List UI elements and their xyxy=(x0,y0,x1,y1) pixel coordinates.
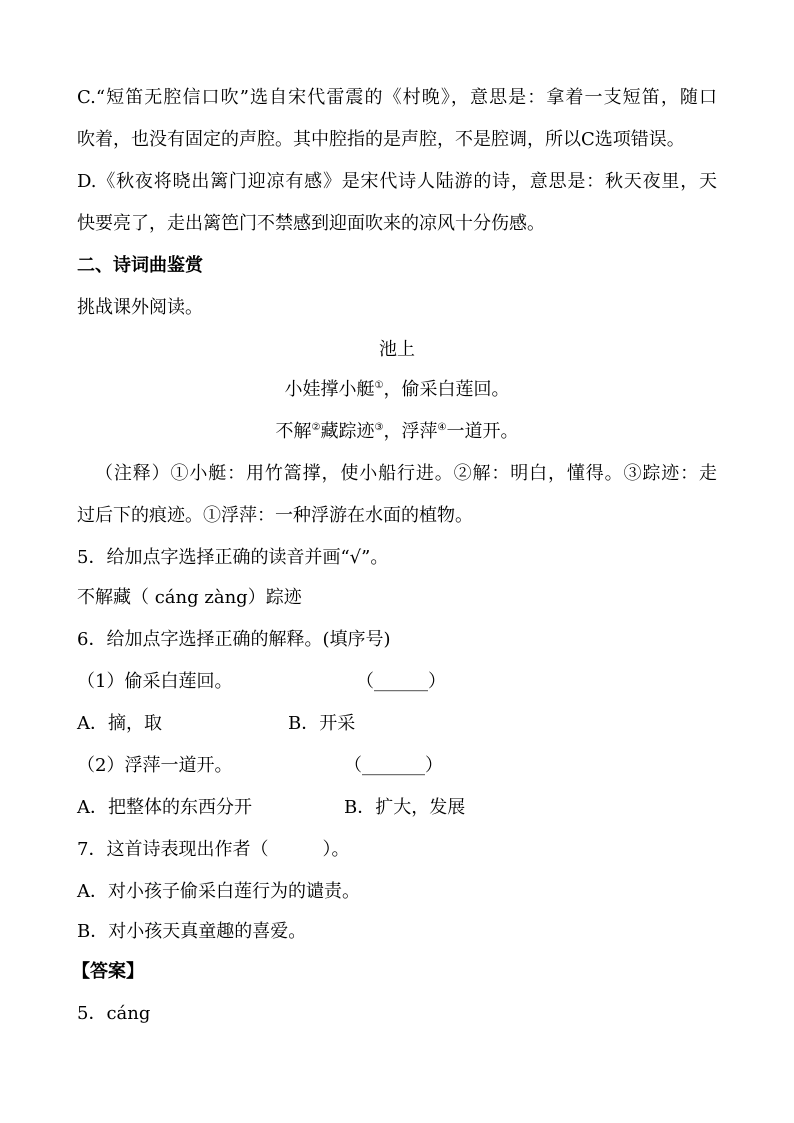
poem-line-1-part-a: 小娃撑小艇 xyxy=(284,379,375,400)
answer-heading: 【答案】 xyxy=(72,961,144,982)
section-intro: 挑战课外阅读。 xyxy=(77,297,203,318)
question-6-2: （2）浮萍一道开。 xyxy=(77,755,233,776)
question-6-2-blank[interactable]: （_______） xyxy=(344,755,443,776)
poem-line-2-part-a: 不解 xyxy=(275,421,312,442)
question-7-option-b: B．对小孩天真童趣的喜爱。 xyxy=(77,921,307,942)
poem-line-2 xyxy=(0,420,794,444)
poem-line-1 xyxy=(0,378,794,402)
answer-5: 5．cáng xyxy=(77,1003,151,1024)
question-6-1-blank[interactable]: （______） xyxy=(356,671,446,692)
poem-line-2-part-d: 一道开。 xyxy=(446,421,519,442)
option-c-line2: 吹着，也没有固定的声腔。其中腔指的是声腔，不是腔调，所以C选项错误。 xyxy=(77,129,685,150)
question-6-1: （1）偷采白莲回。 xyxy=(77,671,233,692)
question-6: 6．给加点字选择正确的解释。(填序号) xyxy=(77,629,391,650)
option-d-line1: D.《秋夜将晓出篱门迎凉有感》是宋代诗人陆游的诗，意思是：秋天夜里，天 xyxy=(77,171,717,192)
section-heading: 二、诗词曲鉴赏 xyxy=(77,255,203,276)
poem-line-2-part-c: ，浮萍 xyxy=(383,421,438,442)
poem-title: 池上 xyxy=(379,339,415,360)
option-c-line1: C.“短笛无腔信口吹”选自宋代雷震的《村晚》，意思是：拿着一支短笛，随口 xyxy=(77,87,717,108)
question-6-2-option-a: A．把整体的东西分开 xyxy=(77,797,252,818)
question-6-1-option-b: B．开采 xyxy=(288,713,356,734)
poem-line-2-part-b: 藏踪迹 xyxy=(320,421,375,442)
poem-line-1-part-b: ，偷采白莲回。 xyxy=(383,379,510,400)
question-5: 5．给加点字选择正确的读音并画“√”。 xyxy=(77,547,389,568)
note-marker-3: ③ xyxy=(374,422,384,433)
question-6-1-option-a: A．摘，取 xyxy=(77,713,162,734)
note-marker-2: ② xyxy=(311,422,321,433)
note-marker-4: ④ xyxy=(437,422,447,433)
question-7: 7．这首诗表现出作者（ ）。 xyxy=(77,839,350,860)
annotation-line-2: 过后下的痕迹。①浮萍：一种浮游在水面的植物。 xyxy=(77,505,473,526)
question-5-item: 不解藏（ cáng zàng）踪迹 xyxy=(77,587,302,608)
option-d-line2: 快要亮了，走出篱笆门不禁感到迎面吹来的凉风十分伤感。 xyxy=(77,213,545,234)
question-6-2-option-b: B．扩大，发展 xyxy=(344,797,466,818)
note-marker-1: ① xyxy=(374,380,384,391)
question-7-option-a: A．对小孩子偷采白莲行为的谴责。 xyxy=(77,881,360,902)
annotation-line-1: （注释）①小艇：用竹篙撑，使小船行进。②解：明白，懂得。③踪迹：走 xyxy=(95,463,717,484)
